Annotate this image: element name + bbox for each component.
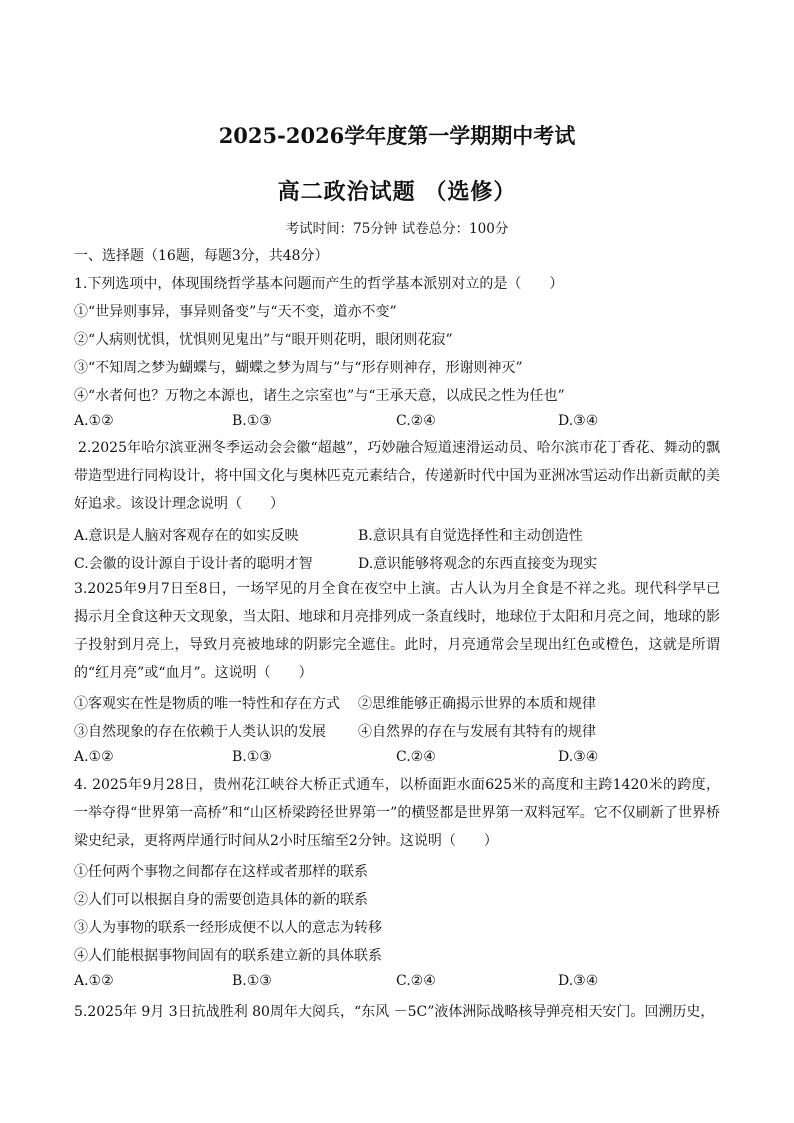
q3-option-b[interactable]: B.①③	[232, 749, 272, 765]
q5-stem: 5.2025年 9月 3日抗战胜利 80周年大阅兵，“东风 －5C”液体洲际战略核导弹亮相天安门。回溯历史，	[74, 1004, 715, 1020]
q2-options-row-2	[74, 553, 720, 573]
q3-statements-row-1	[74, 693, 720, 713]
q2-stem: 2.2025年哈尔滨亚洲冬季运动会会徽“超越”，巧妙融合短道速滑运动员、哈尔滨市花丁香花、舞动的飘带造型进行同构设计，将中国文化与奥林匹克元素结合，传递新时代中国为亚洲冰雪运动作出新贡献的美好追求。该设计理念说明（ ）	[74, 440, 720, 512]
q3-option-c[interactable]: C.②④	[396, 749, 436, 765]
q4-statement-3: ③人为事物的联系一经形成便不以人的意志为转移	[74, 920, 382, 936]
q3-option-d[interactable]: D.③④	[558, 749, 599, 765]
q1-option-c[interactable]: C.②④	[396, 413, 436, 429]
exam-subtitle: 高二政治试题 （选修）	[277, 179, 517, 205]
q3-stem: 3.2025年9月7日至8日，一场罕见的月全食在夜空中上演。古人认为月全食是不祥之兆。现代科学早已揭示月全食这种天文现象，当太阳、地球和月亮排列成一条直线时，地球位于太阳和月亮之间，地球的影子投射到月亮上，导致月亮被地球的阴影完全遮住。此时，月亮通常会呈现出红色或橙色，这就是所谓的“红月亮”或“血月”。这说明（ ）	[74, 581, 720, 681]
q1-statement-1: ①“世异则事异，事异则备变”与“天不变，道亦不变”	[74, 304, 397, 320]
q3-options	[74, 749, 720, 769]
q1-statement-3: ③“不知周之梦为蝴蝶与，蝴蝶之梦为周与”与“形存则神存，形谢则神灭”	[74, 360, 523, 376]
q3-statement-1: ①客观实在性是物质的唯一特性和存在方式	[74, 696, 340, 712]
q4-statement-4: ④人们能根据事物间固有的联系建立新的具体联系	[74, 948, 382, 964]
q1-option-a[interactable]: A.①②	[74, 413, 114, 429]
q2-option-a[interactable]: A.意识是人脑对客观存在的如实反映	[74, 528, 299, 544]
q4-option-a[interactable]: A.①②	[74, 973, 114, 989]
q3-statements-row-2	[74, 721, 720, 741]
q4-stem: 4. 2025年9月28日，贵州花江峡谷大桥正式通车，以桥面距水面625米的高度和主跨1420米的跨度，一举夺得“世界第一高桥”和“山区桥梁跨径世界第一”的横竖都是世界第一双料冠军。它不仅刷新了世界桥梁史纪录，更将两岸通行时间从2小时压缩至2分钟。这说明（ ）	[74, 777, 720, 849]
q2-option-d[interactable]: D.意识能够将观念的东西直接变为现实	[358, 556, 598, 572]
q1-statement-2: ②“人病则忧惧，忧惧则见鬼出”与“眼开则花明，眼闭则花寂”	[74, 332, 453, 348]
q3-statement-3: ③自然现象的存在依赖于人类认识的发展	[74, 724, 326, 740]
q3-statement-4: ④自然界的存在与发展有其特有的规律	[358, 724, 596, 740]
q4-option-d[interactable]: D.③④	[558, 973, 599, 989]
q1-stem: 1.下列选项中，体现围绕哲学基本问题而产生的哲学基本派别对立的是（ ）	[74, 276, 564, 292]
q1-option-d[interactable]: D.③④	[558, 413, 599, 429]
q3-statement-2: ②思维能够正确揭示世界的本质和规律	[358, 696, 596, 712]
section-heading: 一、选择题（16题，每题3分，共48分）	[74, 248, 329, 264]
q2-option-c[interactable]: C.会徽的设计源自于设计者的聪明才智	[74, 556, 313, 572]
q4-statement-1: ①任何两个事物之间都存在这样或者那样的联系	[74, 864, 368, 880]
q3-option-a[interactable]: A.①②	[74, 749, 114, 765]
q1-options	[74, 413, 720, 433]
exam-meta: 考试时间：75分钟 试卷总分：100分	[285, 221, 509, 237]
q1-statement-4: ④“水者何也？万物之本源也，诸生之宗室也”与“王承天意，以成民之性为任也”	[74, 388, 565, 404]
exam-title: 2025-2026学年度第一学期期中考试	[218, 123, 576, 148]
q4-option-c[interactable]: C.②④	[396, 973, 436, 989]
q4-option-b[interactable]: B.①③	[232, 973, 272, 989]
q1-option-b[interactable]: B.①③	[232, 413, 272, 429]
q4-options	[74, 973, 720, 993]
q2-option-b[interactable]: B.意识具有自觉选择性和主动创造性	[358, 528, 583, 544]
q4-statement-2: ②人们可以根据自身的需要创造具体的新的联系	[74, 892, 368, 908]
q2-options-row-1	[74, 525, 720, 545]
